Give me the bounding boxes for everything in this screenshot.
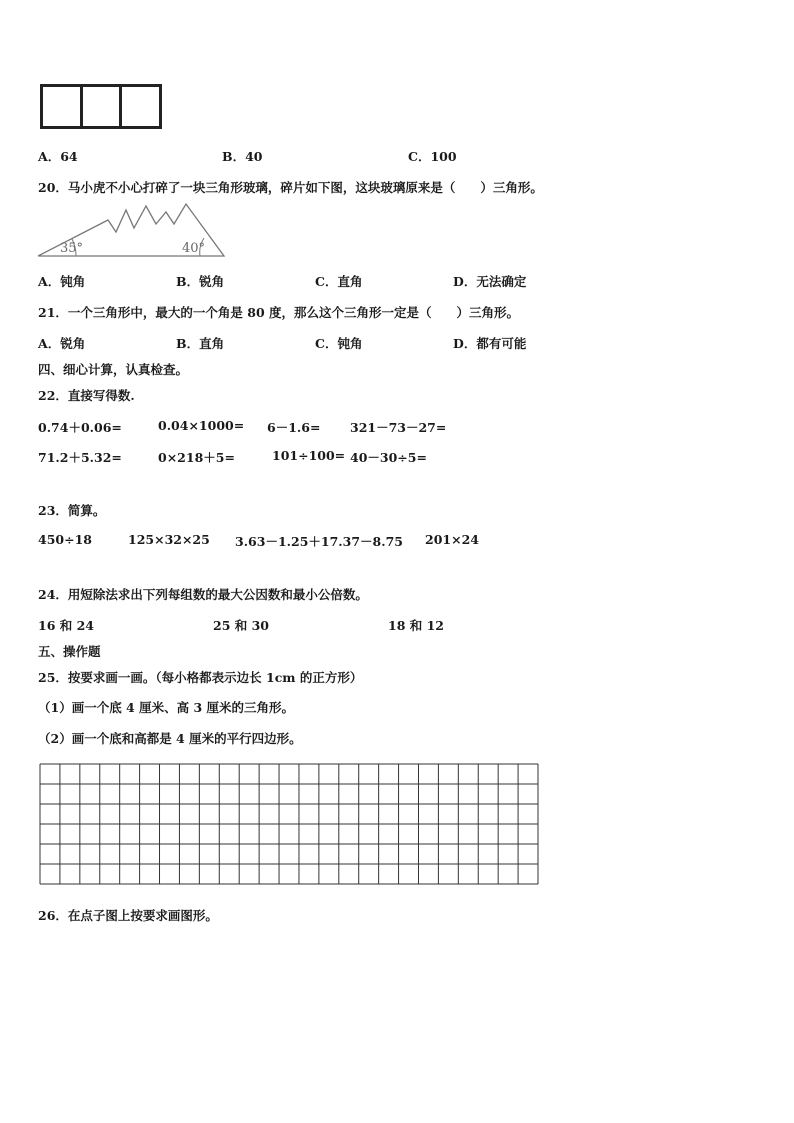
calc-item: 3.63－1.25＋17.37－8.75 <box>235 534 403 549</box>
option-c[interactable]: C．直角 <box>315 274 363 289</box>
option-c[interactable]: C．钝角 <box>315 336 363 351</box>
option-c[interactable]: C．100 <box>408 149 457 164</box>
option-a[interactable]: A．钝角 <box>38 274 86 289</box>
option-d[interactable]: D．无法确定 <box>453 274 527 289</box>
calc-item: 0.04×1000= <box>158 418 245 433</box>
calc-item: 321－73－27= <box>350 420 447 435</box>
broken-triangle-figure <box>36 202 236 258</box>
question-20-stem: 20．马小虎不小心打碎了一块三角形玻璃，碎片如下图，这块玻璃原来是（ ）三角形。 <box>38 180 543 195</box>
square-grid[interactable] <box>39 763 541 887</box>
option-b[interactable]: B．40 <box>222 149 263 164</box>
angle-35-label: 35° <box>60 241 84 256</box>
calc-item: 450÷18 <box>38 532 92 547</box>
question-25-sub1: （1）画一个底 4 厘米、高 3 厘米的三角形。 <box>38 700 295 715</box>
question-25-stem: 25．按要求画一画。（每小格都表示边长 1cm 的正方形） <box>38 670 363 685</box>
number-pair: 25 和 30 <box>213 618 269 633</box>
option-a[interactable]: A．64 <box>38 149 78 164</box>
option-a[interactable]: A．锐角 <box>38 336 86 351</box>
question-26-stem: 26．在点子图上按要求画图形。 <box>38 908 218 923</box>
square <box>119 84 162 129</box>
option-b[interactable]: B．直角 <box>176 336 225 351</box>
calc-item: 201×24 <box>425 532 479 547</box>
option-d[interactable]: D．都有可能 <box>453 336 527 351</box>
question-22-stem: 22．直接写得数. <box>38 388 135 403</box>
section-4-title: 四、细心计算，认真检查。 <box>38 362 189 377</box>
angle-40-label: 40° <box>182 241 206 256</box>
question-21-stem: 21．一个三角形中，最大的一个角是 80 度，那么这个三角形一定是（ ）三角形。 <box>38 305 519 320</box>
calc-item: 0.74＋0.06= <box>38 420 122 435</box>
number-pair: 18 和 12 <box>388 618 444 633</box>
question-25-sub2: （2）画一个底和高都是 4 厘米的平行四边形。 <box>38 731 302 746</box>
calc-item: 125×32×25 <box>128 532 210 547</box>
three-squares-figure <box>40 84 162 129</box>
question-24-stem: 24．用短除法求出下列每组数的最大公因数和最小公倍数。 <box>38 587 368 602</box>
square <box>40 84 83 129</box>
calc-item: 0×218＋5= <box>158 450 235 465</box>
calc-item: 101÷100= <box>272 448 346 463</box>
option-b[interactable]: B．锐角 <box>176 274 225 289</box>
calc-item: 40－30÷5= <box>350 450 427 465</box>
calc-item: 6－1.6= <box>267 420 321 435</box>
number-pair: 16 和 24 <box>38 618 94 633</box>
section-5-title: 五、操作题 <box>38 644 101 659</box>
calc-item: 71.2＋5.32= <box>38 450 122 465</box>
question-23-stem: 23．简算。 <box>38 503 106 518</box>
square <box>80 84 123 129</box>
